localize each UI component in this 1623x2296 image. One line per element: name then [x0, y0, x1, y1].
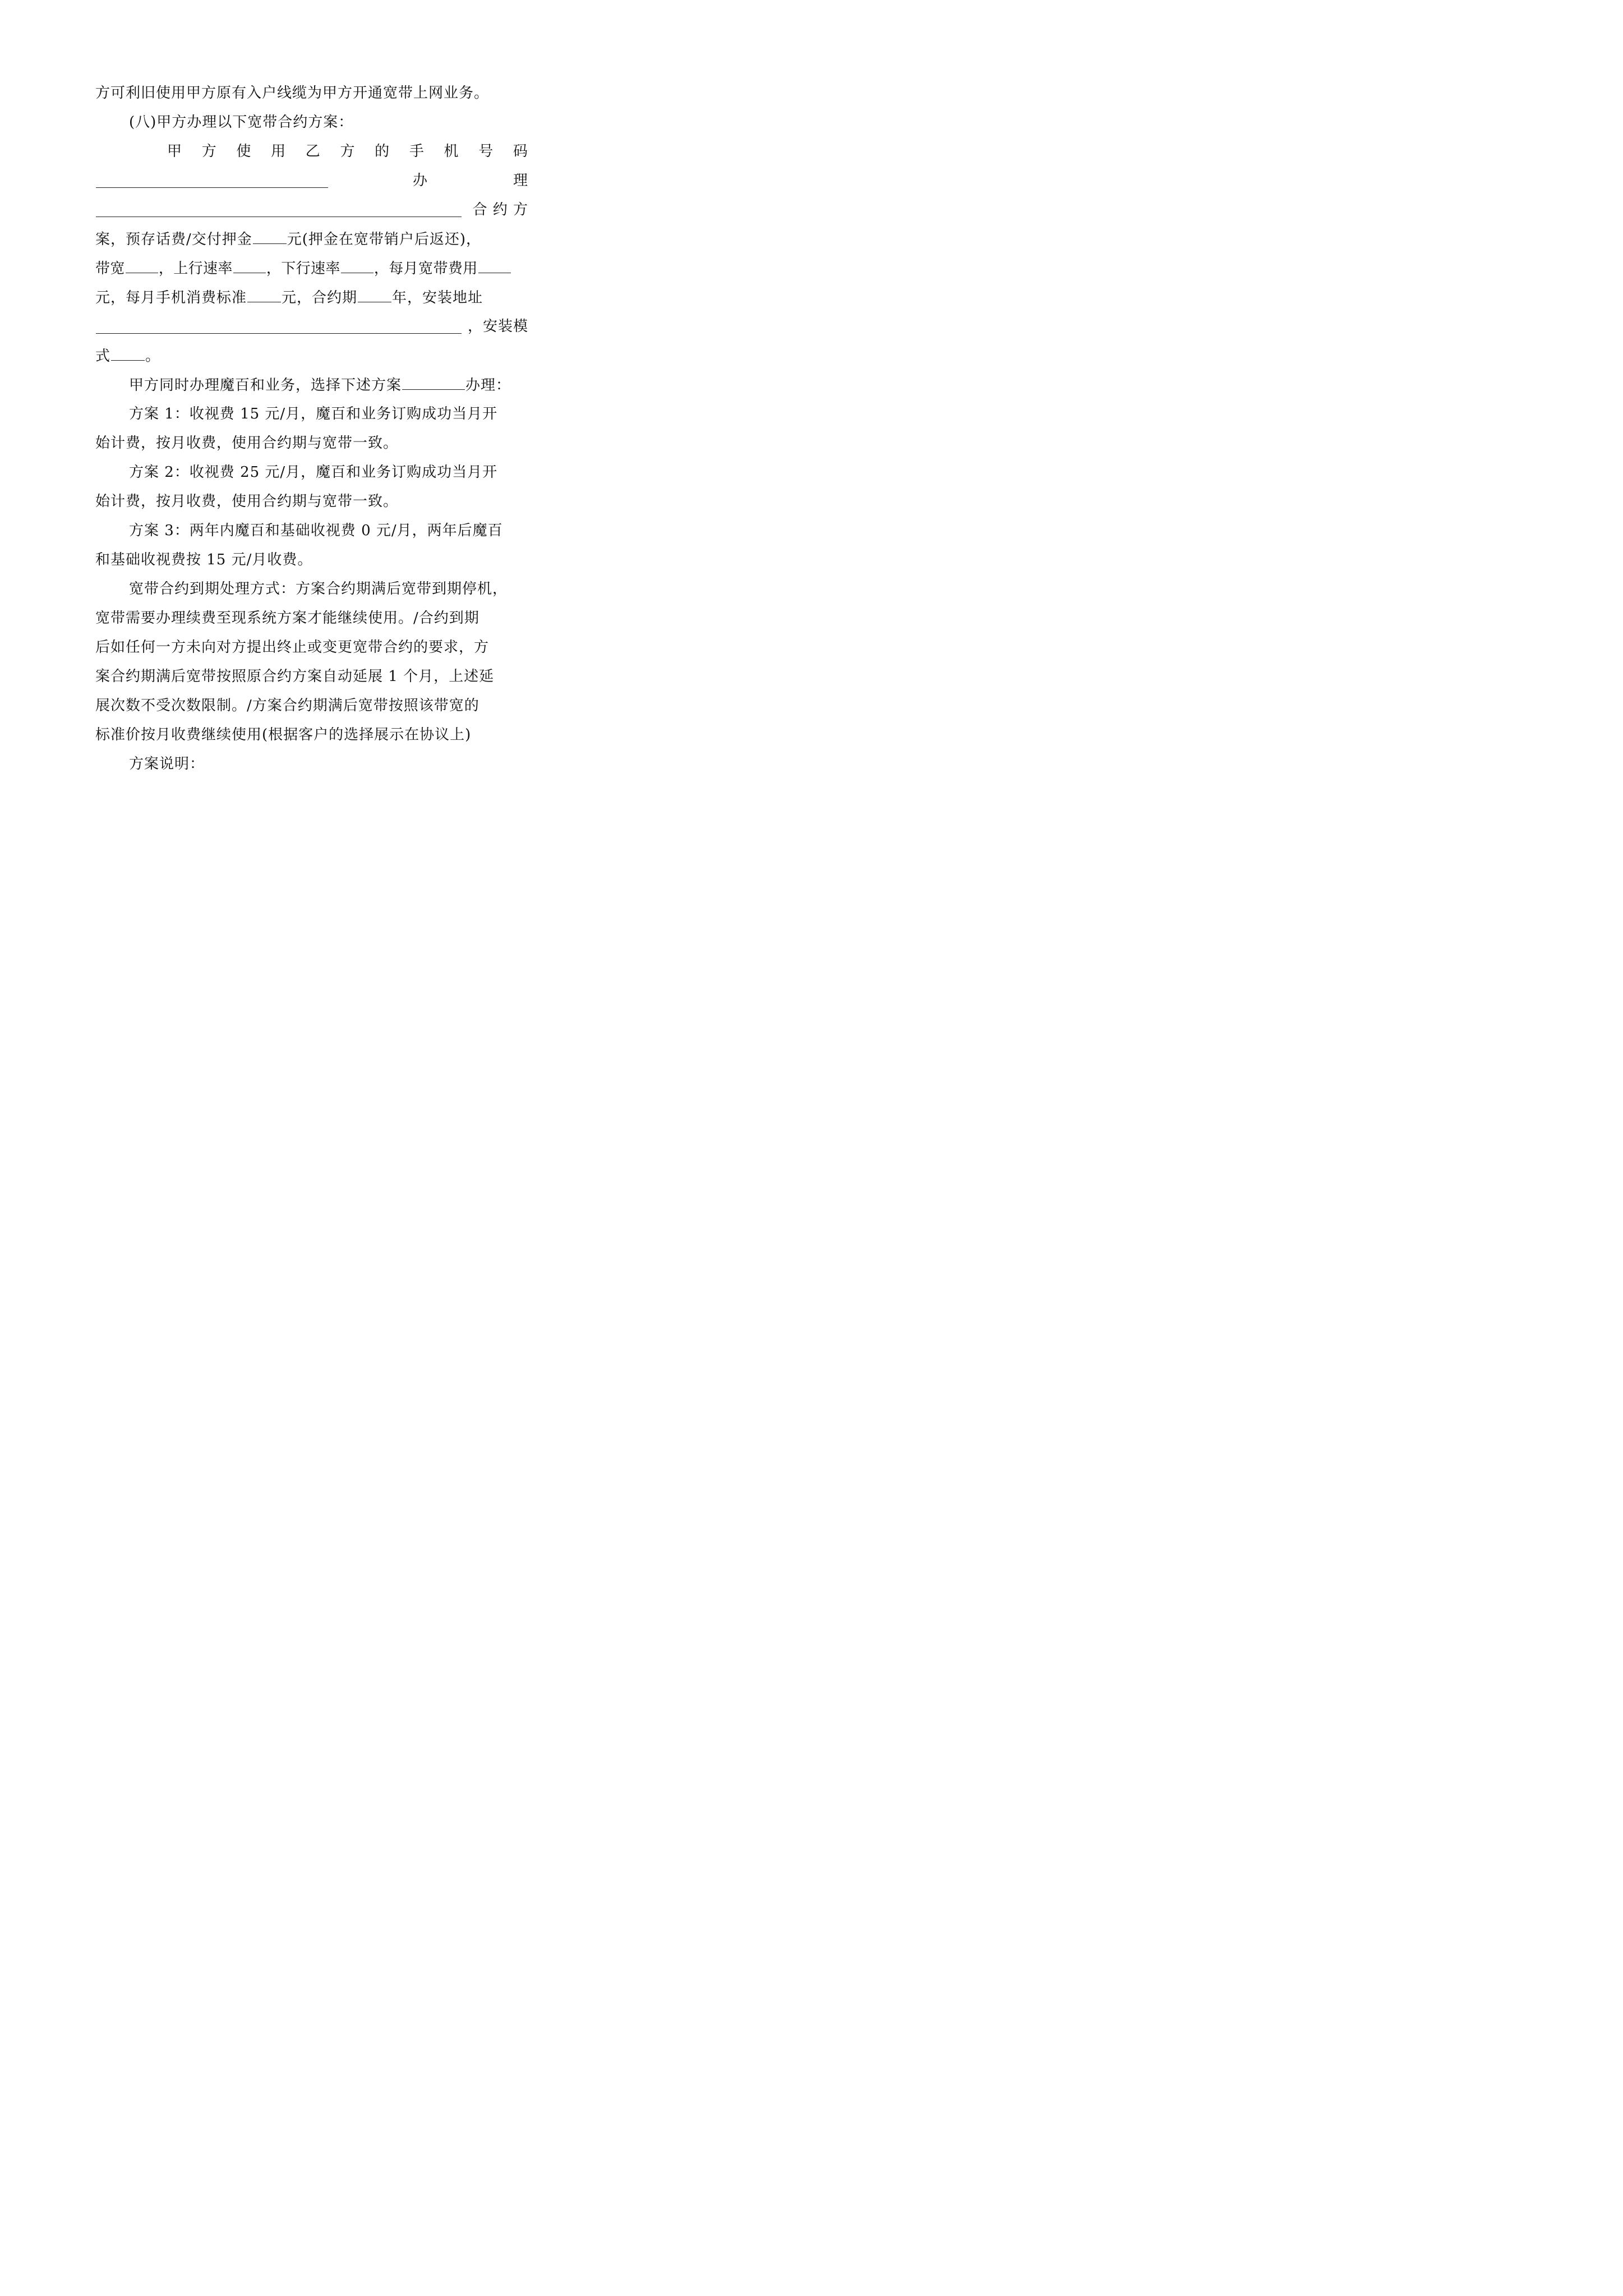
text-fragment: ，上行速率: [158, 260, 233, 277]
text-fragment: 合 约 方: [472, 201, 528, 218]
text-line: [95, 195, 528, 224]
text-line: [95, 224, 528, 254]
text-line: [95, 254, 528, 283]
blank-field: [96, 197, 462, 217]
char: 乙: [305, 143, 321, 160]
text-fragment: 。: [145, 348, 161, 365]
char: 方: [201, 143, 217, 160]
text-line: 始计费，按月收费，使用合约期与宽带一致。: [95, 435, 399, 452]
text-fragment: 元，合约期: [282, 289, 358, 306]
text-fragment: 办: [413, 172, 428, 189]
text-line: 方案 3：两年内魔百和基础收视费 0 元/月，两年后魔百: [129, 522, 503, 539]
text-line: [95, 341, 528, 370]
blank-field: [341, 254, 374, 273]
text-fragment: 式: [95, 348, 111, 365]
char: 方: [340, 143, 356, 160]
text-line: 宽带需要办理续费至现系统方案才能继续使用。/合约到期: [95, 610, 479, 627]
text-line: 展次数不受次数限制。/方案合约期满后宽带按照该带宽的: [95, 697, 479, 714]
blank-field: [358, 283, 391, 302]
char: 机: [444, 143, 459, 160]
text-fragment: 办理：: [465, 377, 511, 394]
char: 使: [236, 143, 252, 160]
spaced-text-line: [167, 137, 528, 166]
text-fragment: 甲方同时办理魔百和业务，选择下述方案: [129, 377, 402, 394]
text-fragment: 理: [513, 172, 528, 189]
text-line: 方案 1：收视费 15 元/月，魔百和业务订购成功当月开: [129, 406, 498, 422]
char: 的: [375, 143, 390, 160]
text-fragment: ，安装模: [467, 318, 528, 335]
char: 码: [513, 143, 528, 160]
char: 甲: [167, 143, 183, 160]
text-line: [95, 312, 528, 341]
text-line: 方案说明：: [129, 756, 205, 772]
text-fragment: 元，每月手机消费标准: [95, 289, 247, 306]
text-fragment: 案，预存话费/交付押金: [95, 231, 252, 248]
text-fragment: ，下行速率: [266, 260, 340, 277]
blank-field: [402, 370, 465, 390]
char: 号: [478, 143, 494, 160]
text-line: 始计费，按月收费，使用合约期与宽带一致。: [95, 493, 399, 510]
section-heading: (八)甲方办理以下宽带合约方案：: [129, 114, 354, 131]
blank-field: [111, 341, 145, 361]
text-line: [129, 370, 528, 399]
text-fragment: ，每月宽带费用: [374, 260, 478, 277]
blank-field: [233, 254, 266, 273]
text-fragment: 年，安装地址: [392, 289, 483, 306]
blank-field: [126, 254, 158, 273]
text-line: 方案 2：收视费 25 元/月，魔百和业务订购成功当月开: [129, 464, 498, 481]
text-line: [95, 283, 528, 312]
blank-field: [478, 254, 511, 273]
blank-field: [96, 168, 328, 188]
text-line: 和基础收视费按 15 元/月收费。: [95, 551, 313, 568]
text-line: [95, 166, 528, 195]
blank-field: [253, 224, 287, 244]
text-line: 案合约期满后宽带按照原合约方案自动延展 1 个月，上述延: [95, 668, 495, 685]
document-page: [0, 0, 617, 873]
text-line: 方可利旧使用甲方原有入户线缆为甲方开通宽带上网业务。: [95, 85, 490, 102]
char: 用: [271, 143, 287, 160]
blank-field: [247, 283, 281, 302]
blank-field: [96, 314, 462, 334]
text-line: 宽带合约到期处理方式：方案合约期满后宽带到期停机，: [129, 581, 508, 597]
char: 手: [409, 143, 425, 160]
text-fragment: 带宽: [95, 260, 125, 277]
text-fragment: 元(押金在宽带销户后返还)，: [287, 231, 482, 248]
text-line: 标准价按月收费继续使用(根据客户的选择展示在协议上): [95, 726, 472, 743]
text-line: 后如任何一方未向对方提出终止或变更宽带合约的要求，方: [95, 639, 490, 656]
